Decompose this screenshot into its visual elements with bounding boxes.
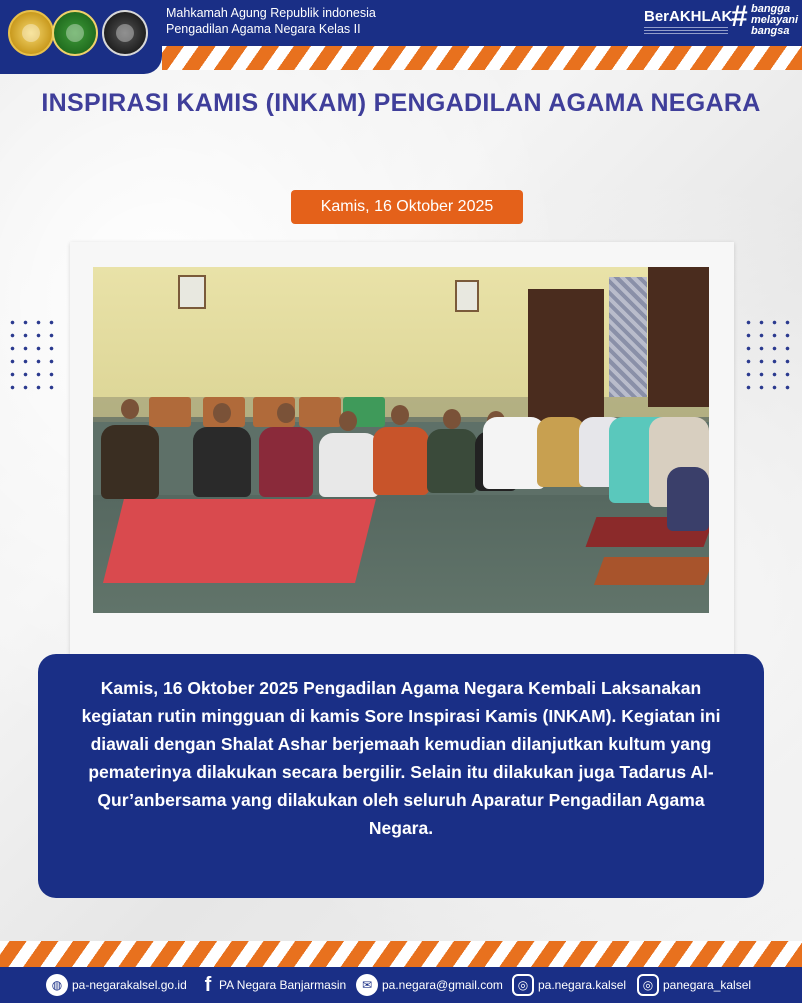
pengadilan-agama-logo [52, 10, 98, 56]
page-title: INSPIRASI KAMIS (INKAM) PENGADILAN AGAMA NEGARA [41, 89, 761, 117]
berakhlak-brand: BerAKHLAK [644, 8, 733, 25]
footer-bar [0, 967, 802, 1003]
description-text: Kamis, 16 Oktober 2025 Pengadilan Agama Negara Kembali Laksanakan kegiatan rutin mingguan di kamis Sore Inspirasi Kamis (INKAM). Kegiatan ini diawali dengan Shalat Ashar berjemaah kemudian dilanjutkan kultum yang pematerinya dilakukan secara bergilir. Selain itu dilakukan juga Tadarus Al-Qur’anbersama yang dilakukan oleh seluruh Aparatur Pengadilan Agama Negara. [81, 678, 721, 838]
footer-instagram-1[interactable] [512, 967, 626, 1003]
facebook-icon: f [204, 973, 212, 996]
header-logo-panel [0, 0, 162, 74]
prayer-mat [594, 557, 709, 585]
top-stripe-divider [162, 46, 802, 70]
hashtag-icon: # [731, 0, 748, 33]
pa-negara-logo [102, 10, 148, 56]
email-icon: ✉ [356, 974, 378, 996]
wall-picture-frame [178, 275, 206, 309]
red-carpet [103, 499, 376, 583]
org-name: Mahkamah Agung Republik indonesia [166, 6, 376, 20]
facebook-text: PA Negara Banjarmasin [219, 978, 347, 992]
tagline: bangga melayani bangsa [751, 3, 799, 37]
globe-icon: ◍ [46, 974, 68, 996]
website-text: pa-negarakalsel.go.id [72, 978, 187, 992]
instagram-icon: ◎ [637, 974, 659, 996]
court-name: Pengadilan Agama Negara Kelas II [166, 22, 361, 36]
date-badge: Kamis, 16 Oktober 2025 [291, 190, 523, 224]
event-photo [93, 267, 709, 613]
mahkamah-agung-logo [8, 10, 54, 56]
footer-instagram-2[interactable] [637, 967, 751, 1003]
door [648, 267, 709, 407]
berakhlak-subtext-graphic [644, 27, 728, 35]
dot-pattern-right [742, 316, 798, 396]
photo-frame [70, 242, 734, 656]
description-panel [38, 654, 764, 898]
footer-facebook[interactable] [201, 967, 346, 1003]
instagram-icon: ◎ [512, 974, 534, 996]
wall-picture-frame [455, 280, 479, 312]
instagram-text-1: pa.negara.kalsel [538, 978, 627, 992]
email-text: pa.negara@gmail.com [382, 978, 503, 992]
footer-email[interactable] [356, 967, 503, 1003]
bottom-stripe-divider [0, 941, 802, 967]
instagram-text-2: panegara_kalsel [663, 978, 752, 992]
dot-pattern-left [6, 316, 62, 396]
footer-website[interactable] [46, 967, 187, 1003]
